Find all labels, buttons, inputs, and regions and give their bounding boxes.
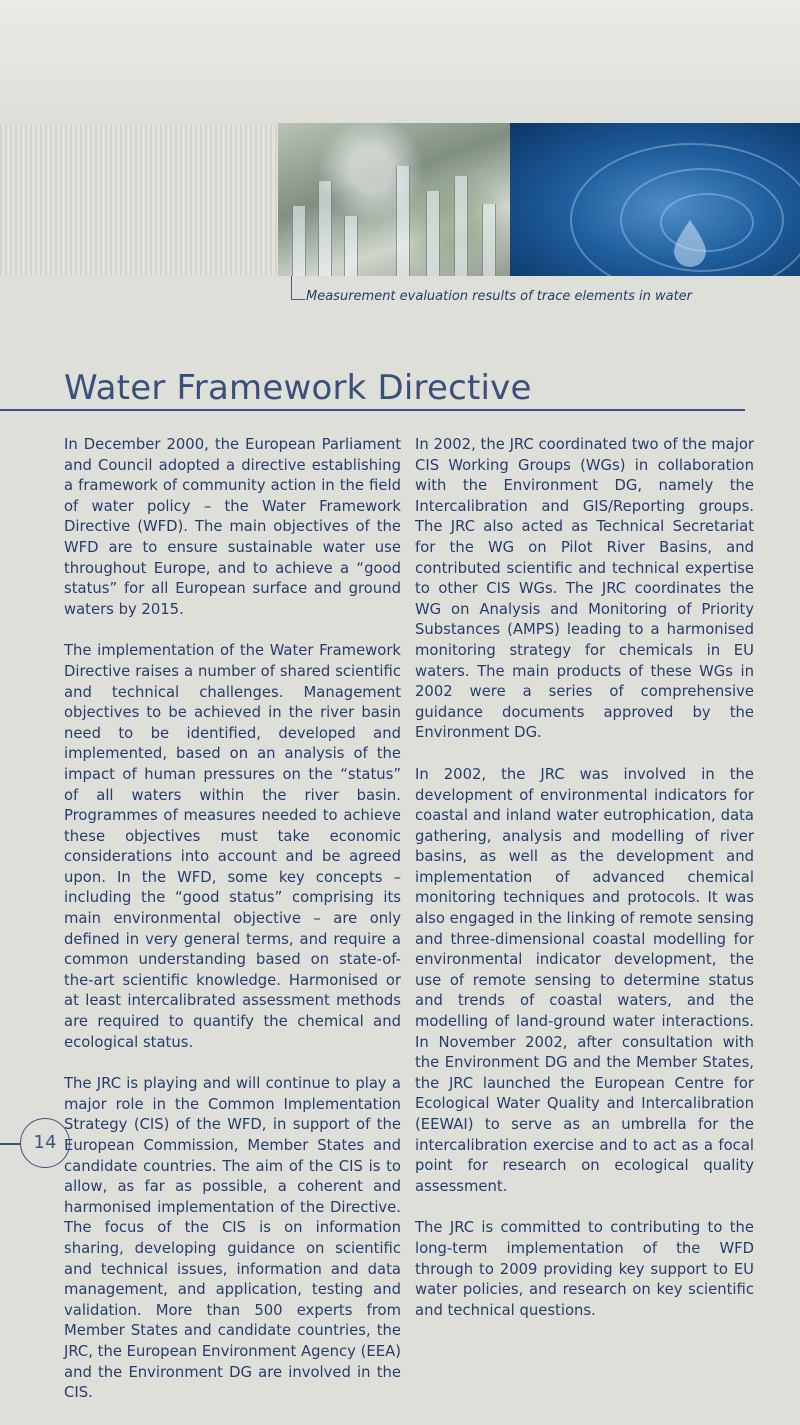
- page-title: Water Framework Directive: [64, 368, 532, 408]
- page-background-top: [0, 0, 800, 125]
- water-drop-icon: [670, 218, 710, 268]
- paragraph: In December 2000, the European Parliament and Council adopted a directive establishing a framework of community action in the field of water policy – the Water Framework Directive (WFD). The main objectives of the WFD are to ensure sustainable water use throughout Europe, and to achieve a “good status” for all European surface and ground waters by 2015.: [64, 436, 401, 618]
- laboratory-glassware-photo: [278, 123, 510, 276]
- caption-leader-tick: [291, 299, 305, 300]
- right-text-column: [415, 435, 754, 1342]
- title-divider: [0, 409, 745, 411]
- test-tube-shape: [292, 206, 306, 276]
- water-drop-ripple-photo: [510, 123, 800, 276]
- test-tube-shape: [454, 176, 468, 276]
- test-tube-shape: [396, 166, 410, 276]
- page-number-line: [0, 1143, 21, 1145]
- test-tube-shape: [318, 181, 332, 276]
- paragraph: In 2002, the JRC was involved in the development of environmental indicators for coastal and inland water eutrophication, data gathering, analysis and modelling of river basins, as well as the development and implementation of advanced chemical monitoring techniques and protocols. It was also engaged in the linking of remote sensing and three-dimensional coastal modelling for environmental indicator development, the use of remote sensing to determine status and trends of coastal waters, and the modelling of land-ground water interactions. In November 2002, after consultation with the Environment DG and the Member States, the JRC launched the European Centre for Ecological Water Quality and Intercalibration (EEWAI) to serve as an umbrella for the intercalibration exercise and to act as a focal point for research on ecological quality assessment.: [415, 765, 754, 1195]
- paragraph: The JRC is committed to contributing to the long-term implementation of the WFD through to 2009 providing key support to EU water policies, and research on key scientific and technical questions.: [415, 1219, 754, 1319]
- test-tube-shape: [344, 216, 358, 276]
- decorative-stripe-band: [0, 125, 278, 275]
- page-number: 14: [20, 1118, 70, 1168]
- left-text-column: [64, 435, 401, 1425]
- test-tube-shape: [426, 191, 440, 276]
- paragraph: The implementation of the Water Framework Directive raises a number of shared scientific and technical challenges. Management objectives to be achieved in the river basin need to be identified, developed and implemented, based on an analysis of the impact of human pressures on the “status” of all waters within the river basin. Programmes of measures needed to achieve these objectives must take economic considerations into account and be agreed upon. In the WFD, some key concepts – including the “good status” comprising its main environmental objective – are only defined in very general terms, and require a common understanding based on state-of-the-art scientific knowledge. Harmonised or at least intercalibrated assessment methods are required to quantify the chemical and ecological status.: [64, 642, 401, 1051]
- paragraph: The JRC is playing and will continue to play a major role in the Common Implementation Strategy (CIS) of the WFD, in support of the European Commission, Member States and candidate countries. The aim of the CIS is to allow, as far as possible, a coherent and harmonised implementation of the Directive. The focus of the CIS is on information sharing, developing guidance on scientific and technical issues, information and data management, and application, testing and validation. More than 500 experts from Member States and candidate countries, the JRC, the European Environment Agency (EEA) and the Environment DG are involved in the CIS.: [64, 1075, 401, 1402]
- paragraph: In 2002, the JRC coordinated two of the major CIS Working Groups (WGs) in collaboration with the Environment DG, namely the Intercalibration and GIS/Reporting groups. The JRC also acted as Technical Secretariat for the WG on Pilot River Basins, and contributed scientific and technical expertise to other CIS WGs. The JRC coordinates the WG on Analysis and Monitoring of Priority Substances (AMPS) leading to a harmonised monitoring strategy for chemicals in EU waters. The main products of these WGs in 2002 were a series of comprehensive guidance documents approved by the Environment DG.: [415, 436, 754, 742]
- image-caption: Measurement evaluation results of trace elements in water: [306, 289, 693, 304]
- caption-leader-line: [291, 276, 292, 300]
- test-tube-shape: [482, 204, 496, 276]
